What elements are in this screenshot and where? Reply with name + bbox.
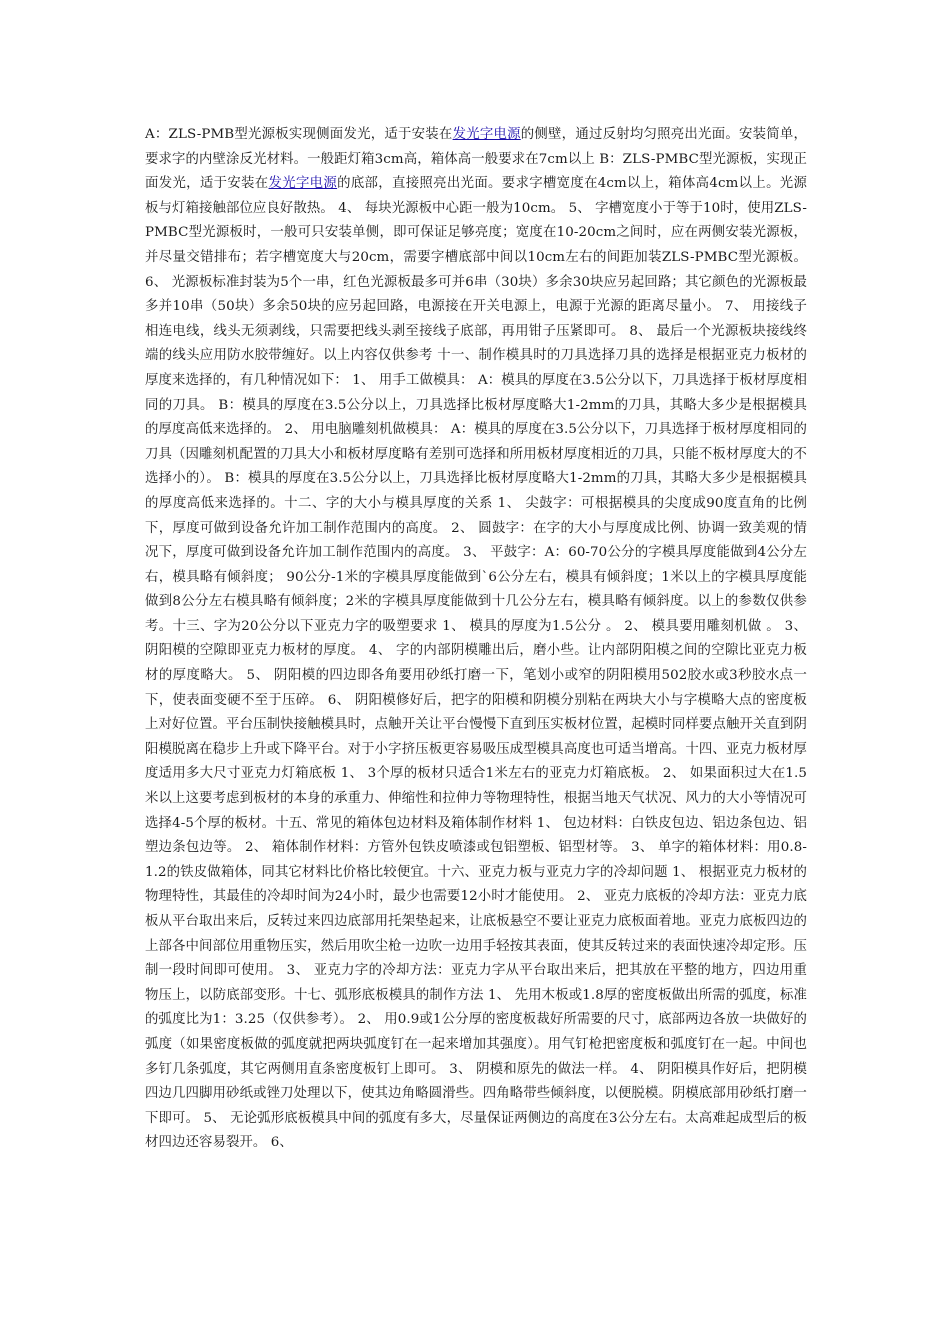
text-segment-3: 的底部，直接照亮出光面。要求字槽宽度在4cm以上，箱体高4cm以上。光源板与灯箱接触部位应良好散热。 4、 每块光源板中心距一般为10cm。 5、 字槽宽度小于等于10时，使用ZLS-PMBC型光源板时，一般可只安装单侧，即可保证足够亮度；宽度在10-20cm之间时，应在两侧安装光源板，并尽量交错排布；若字槽宽度大与20cm，需要字槽底部中间以10cm左右的间距加装ZLS-PMBC型光源板。 6、 光源板标准封装为5个一串，红色光源板最多可并6串（30块）多余30块应另起回路；其它颜色的光源板最多并10串（50块）多余50块的应另起回路，电源接在开关电源上，电源于光源的距离尽量小。 7、 用接线子相连电线，线头无须剥线，只需要把线头剥至接线子底部，再用钳子压紧即可。 8、 最后一个光源板块接线终端的线头应用防水胶带缠好。以上内容仅供参考 十一、制作模具时的刀具选择刀具的选择是根据亚克力板材的厚度来选择的，有几种情况如下： 1、 用手工做模具： A：模具的厚度在3.5公分以下，刀具选择于板材厚度相同的刀具。 B：模具的厚度在3.5公分以上，刀具选择比板材厚度略大1-2mm的刀具，其略大多少是根据模具的厚度高低来选择的。 2、 用电脑雕刻机做模具： A：模具的厚度在3.5公分以下，刀具选择于板材厚度相同的刀具（因雕刻机配置的刀具大小和板材厚度略有差别可选择和所用板材厚度相近的刀具，只能不板材厚度大的不选择小的）。 B：模具的厚度在3.5公分以上，刀具选择比板材厚度略大1-2mm的刀具，其略大多少是根据模具的厚度高低来选择的。十二、字的大小与模具厚度的关系 1、 尖鼓字：可根据模具的尖度成90度直角的比例下，厚度可做到设备允许加工制作范围内的高度。 2、 圆鼓字：在字的大小与厚度成比例、协调一致美观的情况下，厚度可做到设备允许加工制作范围内的高度。 3、 平鼓字：A：60-70公分的字模具厚度能做到4公分左右，模具略有倾斜度； 90公分-1米的字模具厚度能做到`6公分左右，模具有倾斜度；1米以上的字模具厚度能做到8公分左右模具略有倾斜度；2米的字模具厚度能做到十几公分左右，模具略有倾斜度。以上的参数仅供参考。十三、字为20公分以下亚克力字的吸塑要求 1、 模具的厚度为1.5公分 。 2、 模具要用雕刻机做 。 3、 阴阳模的空隙即亚克力板材的厚度。 4、 字的内部阴模雕出后，磨小些。让内部阴阳模之间的空隙比亚克力板材的厚度略大。 5、 阴阳模的四边即各角要用砂纸打磨一下，笔划小或窄的阴阳模用502胶水或3秒胶水点一下，使表面变硬不至于压碎。 6、 阴阳模修好后，把字的阳模和阴模分别粘在两块大小与字模略大点的密度板上对好位置。平台压制快接触模具时，点触开关让平台慢慢下直到压实板材位置，起模时同样要点触开关直到阴阳模脱离在稳步上升或下降平台。对于小字挤压板更容易吸压成型模具高度也可适当增高。十四、亚克力板材厚度适用多大尺寸亚克力灯箱底板 1、 3个厚的板材只适合1米左右的亚克力灯箱底板。 2、 如果面积过大在1.5米以上这要考虑到板材的本身的承重力、伸缩性和拉伸力等物理特性，根据当地天气状况、风力的大小等情况可选择4-5个厚的板材。十五、常见的箱体包边材料及箱体制作材料 1、 包边材料：白铁皮包边、铝边条包边、铝塑边条包边等。 2、 箱体制作材料：方管外包铁皮喷漆或包铝塑板、铝型材等。 3、 单字的箱体材料：用0.8-1.2的铁皮做箱体，同其它材料比价格比较便宜。十六、亚克力板与亚克力字的冷却问题 1、 根据亚克力板材的物理特性，其最佳的冷却时间为24小时，最少也需要12小时才能使用。 2、 亚克力底板的冷却方法：亚克力底板从平台取出来后，反转过来四边底部用托架垫起来，让底板悬空不要让亚克力底板面着地。亚克力底板四边的上部各中间部位用重物压实，然后用吹尘枪一边吹一边用手轻按其表面，使其反转过来的表面快速冷却定形。压制一段时间即可使用。 3、 亚克力字的冷却方法：亚克力字从平台取出来后，把其放在平整的地方，四边用重物压上，以防底部变形。十七、弧形底板模具的制作方法 1、 先用木板或1.8厚的密度板做出所需的弧度，标准的弧度比为1：3.25（仅供参考）。 2、 用0.9或1公分厚的密度板裁好所需要的尺寸，底部两边各放一块做好的弧度（如果密度板做的弧度就把两块弧度钉在一起来增加其强度）。用气钉枪把密度板和弧度钉在一起。中间也多钉几条弧度，其它两侧用直条密度板钉上即可。 3、 阴模和原先的做法一样。 4、 阴阳模具作好后，把阴模四边几四脚用砂纸或锉刀处理以下，使其边角略圆滑些。四角略带些倾斜度，以便脱模。阴模底部用砂纸打磨一下即可。 5、 无论弧形底板模具中间的弧度有多大，尽量保证两侧边的高度在3公分左右。太高难起成型后的板材四边还容易裂开。 6、 [145,176,808,1151]
body-paragraph [145,123,807,1156]
text-segment-2: 的侧壁，通过反射均匀照亮出光面。安装简单，要求字的内壁涂反光材料。一般距灯箱3cm高，箱体高一般要求在7cm以上 B：ZLS-PMBC型光源板，实现正面发光，适于安装在 [145,127,808,192]
power-supply-link-2[interactable]: 发光字电源 [268,176,338,192]
power-supply-link-1[interactable]: 发光字电源 [452,127,521,142]
text-segment-1: A：ZLS-PMB型光源板实现侧面发光，适于安装在 [145,127,453,142]
